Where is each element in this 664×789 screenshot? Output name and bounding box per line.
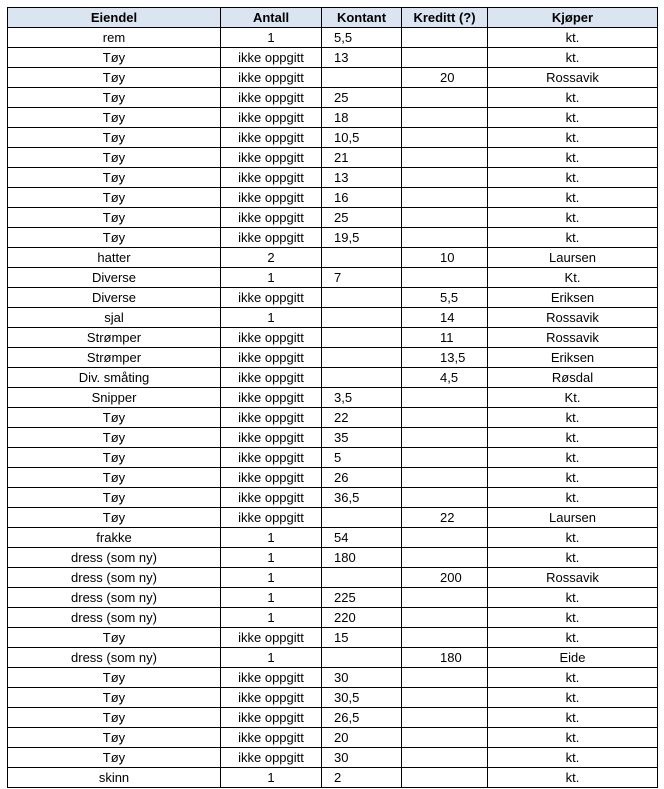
cell-kreditt <box>402 708 488 728</box>
cell-eiendel: dress (som ny) <box>8 648 221 668</box>
cell-kontant: 10,5 <box>322 128 402 148</box>
cell-antall: 2 <box>221 248 322 268</box>
header-kontant: Kontant <box>322 8 402 28</box>
cell-eiendel: Tøy <box>8 168 221 188</box>
cell-kontant <box>322 308 402 328</box>
table-row <box>8 248 658 268</box>
header-kreditt: Kreditt (?) <box>402 8 488 28</box>
cell-antall: ikke oppgitt <box>221 628 322 648</box>
table-row <box>8 228 658 248</box>
cell-kjoper: Eriksen <box>488 288 658 308</box>
cell-eiendel: Tøy <box>8 628 221 648</box>
cell-kjoper: kt. <box>488 28 658 48</box>
cell-kreditt <box>402 388 488 408</box>
cell-kreditt <box>402 168 488 188</box>
cell-kjoper: kt. <box>488 608 658 628</box>
table-row <box>8 388 658 408</box>
cell-eiendel: Tøy <box>8 728 221 748</box>
cell-antall: ikke oppgitt <box>221 368 322 388</box>
table-row <box>8 408 658 428</box>
table-row <box>8 568 658 588</box>
cell-kontant <box>322 68 402 88</box>
cell-antall: 1 <box>221 568 322 588</box>
cell-kontant: 35 <box>322 428 402 448</box>
table-row <box>8 368 658 388</box>
cell-antall: ikke oppgitt <box>221 288 322 308</box>
cell-kjoper: Rossavik <box>488 308 658 328</box>
cell-kreditt <box>402 608 488 628</box>
cell-kjoper: Eide <box>488 648 658 668</box>
cell-antall: 1 <box>221 548 322 568</box>
table-row <box>8 608 658 628</box>
cell-kjoper: kt. <box>488 588 658 608</box>
cell-eiendel: Tøy <box>8 748 221 768</box>
table-row <box>8 188 658 208</box>
cell-kontant: 7 <box>322 268 402 288</box>
cell-kreditt: 5,5 <box>402 288 488 308</box>
cell-antall: 1 <box>221 308 322 328</box>
cell-antall: ikke oppgitt <box>221 448 322 468</box>
cell-kontant: 5 <box>322 448 402 468</box>
table-row <box>8 88 658 108</box>
cell-kreditt <box>402 768 488 788</box>
cell-kjoper: kt. <box>488 548 658 568</box>
cell-kreditt: 14 <box>402 308 488 328</box>
cell-kreditt: 10 <box>402 248 488 268</box>
cell-kreditt <box>402 148 488 168</box>
table-row <box>8 288 658 308</box>
table-row <box>8 208 658 228</box>
cell-kreditt <box>402 108 488 128</box>
cell-eiendel: Tøy <box>8 448 221 468</box>
cell-kjoper: kt. <box>488 88 658 108</box>
cell-kreditt <box>402 728 488 748</box>
cell-kjoper: kt. <box>488 228 658 248</box>
table-row <box>8 548 658 568</box>
cell-antall: ikke oppgitt <box>221 408 322 428</box>
table-row <box>8 728 658 748</box>
cell-kjoper: Røsdal <box>488 368 658 388</box>
cell-eiendel: Tøy <box>8 48 221 68</box>
cell-kreditt: 180 <box>402 648 488 668</box>
cell-antall: 1 <box>221 528 322 548</box>
cell-kjoper: Kt. <box>488 268 658 288</box>
table-row <box>8 48 658 68</box>
cell-eiendel: Tøy <box>8 508 221 528</box>
cell-eiendel: frakke <box>8 528 221 548</box>
header-row <box>8 8 658 28</box>
cell-eiendel: Diverse <box>8 288 221 308</box>
cell-kjoper: kt. <box>488 748 658 768</box>
cell-kontant: 16 <box>322 188 402 208</box>
cell-kontant: 3,5 <box>322 388 402 408</box>
cell-antall: ikke oppgitt <box>221 468 322 488</box>
table-row <box>8 508 658 528</box>
table-row <box>8 488 658 508</box>
cell-kjoper: kt. <box>488 188 658 208</box>
cell-antall: ikke oppgitt <box>221 128 322 148</box>
cell-kontant: 26 <box>322 468 402 488</box>
cell-kontant: 2 <box>322 768 402 788</box>
table-row <box>8 428 658 448</box>
cell-kjoper: kt. <box>488 428 658 448</box>
cell-kreditt <box>402 228 488 248</box>
cell-kontant: 15 <box>322 628 402 648</box>
cell-kjoper: kt. <box>488 148 658 168</box>
cell-antall: 1 <box>221 648 322 668</box>
table-row <box>8 528 658 548</box>
header-kjoper: Kjøper <box>488 8 658 28</box>
cell-antall: 1 <box>221 28 322 48</box>
cell-kjoper: kt. <box>488 628 658 648</box>
cell-eiendel: Snipper <box>8 388 221 408</box>
cell-kreditt: 11 <box>402 328 488 348</box>
cell-kjoper: kt. <box>488 728 658 748</box>
cell-antall: ikke oppgitt <box>221 208 322 228</box>
cell-antall: 1 <box>221 268 322 288</box>
cell-kjoper: kt. <box>488 708 658 728</box>
table-row <box>8 468 658 488</box>
table-row <box>8 28 658 48</box>
cell-eiendel: Tøy <box>8 148 221 168</box>
table-row <box>8 308 658 328</box>
cell-kontant <box>322 348 402 368</box>
cell-antall: ikke oppgitt <box>221 508 322 528</box>
cell-eiendel: Tøy <box>8 688 221 708</box>
cell-kreditt <box>402 748 488 768</box>
table-row <box>8 628 658 648</box>
cell-antall: ikke oppgitt <box>221 168 322 188</box>
cell-eiendel: dress (som ny) <box>8 548 221 568</box>
cell-antall: ikke oppgitt <box>221 708 322 728</box>
table-row <box>8 168 658 188</box>
cell-kontant: 225 <box>322 588 402 608</box>
table-row <box>8 588 658 608</box>
cell-antall: ikke oppgitt <box>221 108 322 128</box>
cell-eiendel: Tøy <box>8 408 221 428</box>
cell-kontant: 25 <box>322 208 402 228</box>
cell-antall: 1 <box>221 588 322 608</box>
cell-kreditt <box>402 48 488 68</box>
cell-antall: ikke oppgitt <box>221 148 322 168</box>
cell-kjoper: kt. <box>488 208 658 228</box>
cell-eiendel: Tøy <box>8 708 221 728</box>
cell-kreditt <box>402 488 488 508</box>
cell-kjoper: kt. <box>488 408 658 428</box>
cell-kontant: 25 <box>322 88 402 108</box>
table-row <box>8 708 658 728</box>
cell-antall: ikke oppgitt <box>221 688 322 708</box>
cell-kontant: 220 <box>322 608 402 628</box>
cell-eiendel: dress (som ny) <box>8 568 221 588</box>
cell-eiendel: Tøy <box>8 108 221 128</box>
cell-kontant <box>322 368 402 388</box>
cell-kjoper: kt. <box>488 108 658 128</box>
cell-kjoper: Rossavik <box>488 568 658 588</box>
table-row <box>8 668 658 688</box>
cell-antall: 1 <box>221 768 322 788</box>
cell-antall: ikke oppgitt <box>221 228 322 248</box>
cell-kreditt <box>402 428 488 448</box>
cell-kontant <box>322 568 402 588</box>
cell-kontant: 22 <box>322 408 402 428</box>
cell-kjoper: kt. <box>488 688 658 708</box>
cell-eiendel: sjal <box>8 308 221 328</box>
cell-antall: ikke oppgitt <box>221 428 322 448</box>
cell-kreditt <box>402 188 488 208</box>
cell-antall: ikke oppgitt <box>221 48 322 68</box>
cell-kreditt: 13,5 <box>402 348 488 368</box>
cell-kreditt <box>402 528 488 548</box>
cell-kreditt <box>402 128 488 148</box>
cell-kontant: 30,5 <box>322 688 402 708</box>
cell-kontant <box>322 288 402 308</box>
cell-antall: ikke oppgitt <box>221 328 322 348</box>
cell-antall: ikke oppgitt <box>221 348 322 368</box>
cell-kjoper: kt. <box>488 768 658 788</box>
cell-kjoper: kt. <box>488 128 658 148</box>
cell-eiendel: Strømper <box>8 328 221 348</box>
cell-kreditt <box>402 408 488 428</box>
table-row <box>8 348 658 368</box>
cell-kontant: 30 <box>322 668 402 688</box>
cell-eiendel: rem <box>8 28 221 48</box>
cell-antall: ikke oppgitt <box>221 68 322 88</box>
cell-kjoper: Kt. <box>488 388 658 408</box>
table-row <box>8 108 658 128</box>
cell-kontant: 21 <box>322 148 402 168</box>
cell-eiendel: Tøy <box>8 428 221 448</box>
cell-eiendel: Tøy <box>8 488 221 508</box>
cell-antall: ikke oppgitt <box>221 668 322 688</box>
table-row <box>8 268 658 288</box>
cell-kjoper: Rossavik <box>488 328 658 348</box>
cell-kontant: 36,5 <box>322 488 402 508</box>
cell-kontant <box>322 328 402 348</box>
cell-kreditt <box>402 468 488 488</box>
table-header <box>8 8 658 28</box>
cell-eiendel: Div. småting <box>8 368 221 388</box>
cell-antall: ikke oppgitt <box>221 748 322 768</box>
cell-kontant <box>322 248 402 268</box>
cell-eiendel: Tøy <box>8 208 221 228</box>
cell-kontant: 180 <box>322 548 402 568</box>
table-row <box>8 648 658 668</box>
cell-antall: ikke oppgitt <box>221 728 322 748</box>
cell-eiendel: Tøy <box>8 228 221 248</box>
table-row <box>8 748 658 768</box>
cell-kontant: 18 <box>322 108 402 128</box>
table-row <box>8 688 658 708</box>
cell-eiendel: Tøy <box>8 468 221 488</box>
table-body <box>8 28 658 788</box>
table-row <box>8 448 658 468</box>
cell-kjoper: kt. <box>488 488 658 508</box>
cell-eiendel: dress (som ny) <box>8 608 221 628</box>
header-antall: Antall <box>221 8 322 28</box>
cell-kreditt: 20 <box>402 68 488 88</box>
cell-kontant: 5,5 <box>322 28 402 48</box>
cell-antall: ikke oppgitt <box>221 88 322 108</box>
table-row <box>8 128 658 148</box>
table-row <box>8 328 658 348</box>
cell-kjoper: kt. <box>488 448 658 468</box>
cell-kreditt <box>402 88 488 108</box>
cell-kjoper: kt. <box>488 468 658 488</box>
cell-eiendel: hatter <box>8 248 221 268</box>
table-row <box>8 68 658 88</box>
cell-kontant: 54 <box>322 528 402 548</box>
cell-eiendel: skinn <box>8 768 221 788</box>
cell-antall: ikke oppgitt <box>221 188 322 208</box>
cell-antall: ikke oppgitt <box>221 488 322 508</box>
cell-antall: ikke oppgitt <box>221 388 322 408</box>
cell-kjoper: Laursen <box>488 248 658 268</box>
table-row <box>8 148 658 168</box>
cell-eiendel: Tøy <box>8 188 221 208</box>
cell-kreditt <box>402 588 488 608</box>
cell-eiendel: Tøy <box>8 68 221 88</box>
cell-kontant: 19,5 <box>322 228 402 248</box>
cell-kontant <box>322 508 402 528</box>
cell-kreditt <box>402 628 488 648</box>
cell-kjoper: Eriksen <box>488 348 658 368</box>
cell-kontant: 26,5 <box>322 708 402 728</box>
cell-kjoper: Rossavik <box>488 68 658 88</box>
cell-kontant: 30 <box>322 748 402 768</box>
cell-kontant: 20 <box>322 728 402 748</box>
cell-eiendel: Tøy <box>8 128 221 148</box>
cell-kreditt <box>402 688 488 708</box>
cell-kreditt <box>402 268 488 288</box>
cell-kreditt <box>402 668 488 688</box>
cell-kontant: 13 <box>322 48 402 68</box>
cell-kjoper: kt. <box>488 48 658 68</box>
cell-antall: 1 <box>221 608 322 628</box>
cell-eiendel: Strømper <box>8 348 221 368</box>
header-eiendel: Eiendel <box>8 8 221 28</box>
cell-eiendel: Diverse <box>8 268 221 288</box>
cell-kreditt <box>402 208 488 228</box>
cell-eiendel: Tøy <box>8 88 221 108</box>
cell-kreditt <box>402 448 488 468</box>
cell-kreditt <box>402 28 488 48</box>
cell-eiendel: Tøy <box>8 668 221 688</box>
cell-kontant: 13 <box>322 168 402 188</box>
cell-kreditt: 22 <box>402 508 488 528</box>
cell-kjoper: Laursen <box>488 508 658 528</box>
cell-kreditt <box>402 548 488 568</box>
cell-kreditt: 4,5 <box>402 368 488 388</box>
table-row <box>8 768 658 788</box>
cell-kjoper: kt. <box>488 528 658 548</box>
cell-kjoper: kt. <box>488 168 658 188</box>
cell-kjoper: kt. <box>488 668 658 688</box>
cell-eiendel: dress (som ny) <box>8 588 221 608</box>
cell-kontant <box>322 648 402 668</box>
estate-table <box>7 7 658 788</box>
cell-kreditt: 200 <box>402 568 488 588</box>
